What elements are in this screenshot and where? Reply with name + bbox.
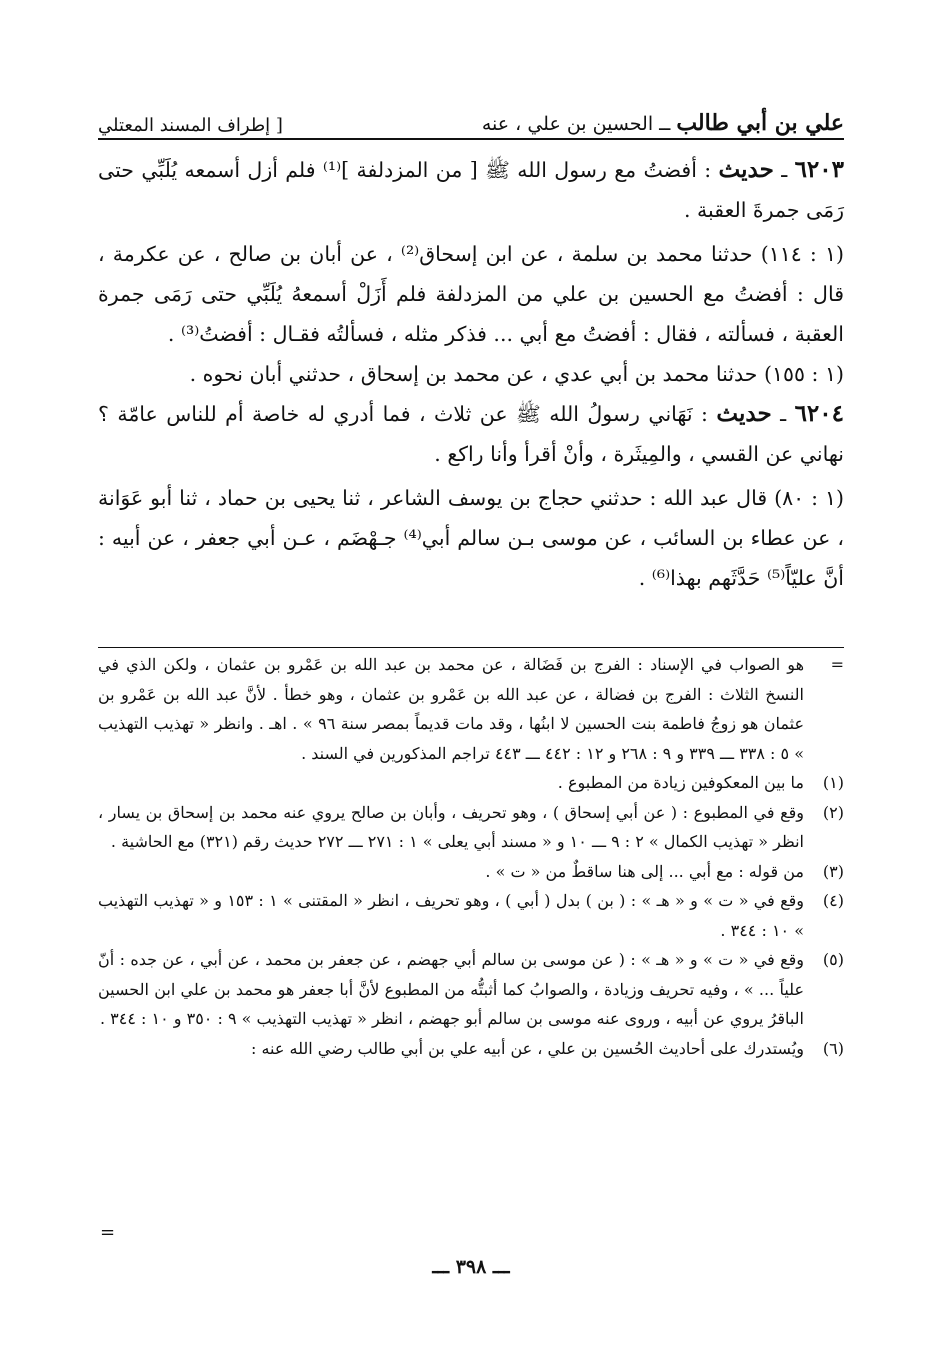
footnote-3	[98, 857, 844, 887]
hadith-6204: ٦٢٠٤ ـ حديث : نَهَاني رسولُ الله ﷺ عن ثلاث ، فما أدري له خاصة أم للناس عامّة ؟ نهاني عن القسي ، والمِيثَرة ، وأنْ أقرأ وأنا راكع .	[98, 400, 844, 466]
continued-mark: =	[100, 1222, 116, 1243]
footnote-mark: (٣)	[822, 861, 844, 881]
footnote-text: هو الصواب في الإسناد : الفرج بن فَضَالة ، عن محمد بن عبد الله بن عَمْرو بن عثمان ، ولكن الذي في النسخ الثلاث : الفرج بن فضالة ، عن عبد الله بن عَمْرو بن عثمان ، وهو خطأ . لأنَّ عبد الله بن عَمْرو بن عثمان هو زوجُ فاطمة بنت الحسين لا ابنُها ، وقد مات قديماً بمصر سنة ٩٦ » . اهـ . وانظر « تهذيب التهذيب » ٥ : ٣٣٨ ـــ ٣٣٩ و ٩ : ٢٦٨ و ١٢ : ٤٤٢ ـــ ٤٤٣ تراجم المذكورين في السند .	[98, 655, 805, 763]
footnote-divider	[98, 647, 844, 648]
isnad-paragraph: (١ : ٨٠) قال عبد الله : حدثني حجاج بن يوسف الشاعر ، ثنا يحيى بن حماد ، ثنا أبو عَوَانة ، عن عطاء بن السائب ، عن موسى بـن سالم أبي⁽⁴⁾ جـهْضَم ، عـن أبي جعفر ، عن أبيه : أنَّ عليّاً⁽⁵⁾ حَدَّثَهم بهذا⁽⁶⁾ .	[98, 486, 844, 590]
footnote-text: ما بين المعكوفين زيادة من المطبوع .	[557, 773, 804, 792]
hadith-label: حديث	[718, 156, 774, 183]
footnote-text: وقع في « ت » و « هـ » : ( بن ) بدل ( أبي ) ، وهو تحريف ، انظر « المقتنى » ١ : ١٥٣ و « تهذيب التهذيب » ١٠ : ٣٤٤ .	[98, 891, 805, 940]
footnote-5	[98, 945, 844, 1034]
footnote-mark: (٥)	[822, 950, 844, 969]
isnad-paragraph: (١ : ١١٤) حدثنا محمد بن سلمة ، عن ابن إسحاق⁽²⁾ ، عن أبان بن صالح ، عن عكرمة ، قال : أفضتُ مع الحسين بن علي من المزدلفة فلم أَزَلْ أسمعهُ يُلَبِّي حتى رَمَى جمرة العقبة ، فسألته ، فقال : أفضتُ مع أبي ... فذكر مثله ، فسألتُه فقـال : أفضتُ⁽³⁾ .	[98, 242, 844, 346]
footnote-2	[98, 798, 844, 857]
header-chapter-rest: ــ الحسين بن علي ، عنه	[481, 113, 677, 135]
isnad-paragraph: (١ : ١٥٥) حدثنا محمد بن أبي عدي ، عن محمد بن إسحاق ، حدثني أبان نحوه .	[189, 362, 844, 386]
footnote-6	[98, 1034, 844, 1064]
hadith-label: حديث	[716, 400, 772, 427]
hadith-text: : نَهَاني رسولُ الله ﷺ عن ثلاث ، فما أدري له خاصة أم للناس عامّة ؟ نهاني عن القسي ، والمِيثَرة ، وأنْ أقرأ وأنا راكع .	[98, 402, 844, 466]
footnote-mark: (٢)	[822, 802, 844, 822]
footnote-mark: (١)	[822, 773, 844, 792]
header-book-title: [ إطراف المسند المعتلي	[98, 115, 283, 136]
footnote-text: وقع في المطبوع : ( عن أبي إسحاق ) ، وهو تحريف ، وأبان بن صالح يروي عنه محمد بن إسحاق بن يسار ، انظر « تهذيب الكمال » ٢ : ٩ ـــ ١٠ و « مسند أبي يعلى » ١ : ٢٧١ ـــ ٢٧٢ حديث رقم (٣٢١) مع الحاشية .	[98, 802, 804, 851]
footnote-mark: (٤)	[822, 891, 844, 910]
hadith-text: : أفضتُ مع رسول الله ﷺ [ من المزدلفة ]⁽¹⁾ فلم أزل أسمعه يُلَبِّي حتى رَمَى جمرةَ العقبة .	[98, 158, 844, 222]
main-text	[98, 150, 844, 598]
footnote-1	[98, 768, 844, 798]
footnotes	[98, 650, 844, 1063]
footnote-4	[98, 886, 844, 945]
hadith-6203: ٦٢٠٣ ـ حديث : أفضتُ مع رسول الله ﷺ [ من المزدلفة ]⁽¹⁾ فلم أزل أسمعه يُلَبِّي حتى رَمَى جمرةَ العقبة .	[98, 156, 844, 222]
running-header	[98, 96, 844, 140]
continuation-mark: =	[830, 655, 844, 674]
footnote-text: ويُستدرك على أحاديث الحُسين بن علي ، عن أبيه علي بن أبي طالب رضي الله عنه :	[250, 1038, 804, 1058]
footnote-mark: (٦)	[822, 1038, 844, 1058]
footnote-continuation	[98, 650, 844, 768]
hadith-number: ٦٢٠٤	[794, 400, 844, 427]
footnote-text: وقع في « ت » و « هـ » : ( عن موسى بن سالم أبي جهضم ، عن جعفر بن محمد ، عن أبي ، عن جده : أنّ علياً ... » ، وفيه تحريف وزيادة ، والصوابُ كما أثبتُّه من المطبوع لأنَّ أبا جعفر هو محمد بن علي ابن الحسين الباقرُ يروي عن أبيه ، وروى عنه موسى بن سالم أبو جهضم ، انظر « تهذيب التهذيب » ٩ : ٣٥٠ و ١٠ : ٣٤٤ .	[98, 950, 805, 1028]
hadith-number: ٦٢٠٣	[794, 156, 844, 183]
header-chapter	[482, 110, 844, 136]
footnote-text: من قوله : مع أبي ... إلى هنا ساقطٌ من « ت » .	[485, 861, 804, 881]
header-chapter-bold: علي بن أبي طالب	[676, 110, 844, 136]
page-number: ـــ ٣٩٨ ـــ	[432, 1256, 510, 1278]
